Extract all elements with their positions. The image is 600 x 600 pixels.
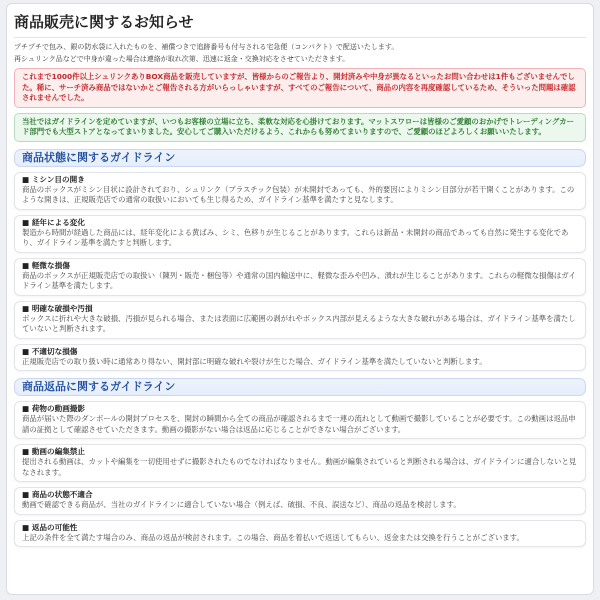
- guideline-card: [14, 520, 586, 548]
- card-title: ■ 明確な破損や汚損: [22, 303, 93, 313]
- guideline-card: [14, 487, 586, 515]
- card-text: 製造から時間が経過した商品には、経年変化による黄ばみ、シミ、色移りが生じることがあります。これらは新品・未開封の商品であっても自然に発生する変化であり、ガイドライン基準を満たすと判断します。: [22, 227, 569, 247]
- card-text: 商品が届いた際のダンボールの開封プロセスを、開封の瞬間から全ての商品が確認されるまで一連の流れとして動画で撮影していることが必要です。この動画は返品申請の証拠として確認させていただきます。動画の撮影がない場合は返品に応じることができない場合がございます。: [22, 414, 576, 434]
- card-text: 上記の条件を全て満たす場合のみ、商品の返品が検討されます。この場合、商品を着払いで返送してもらい、返金または交換を行うことがございます。: [22, 532, 524, 542]
- intro-line: プチプチで包み、銀の防水袋に入れたものを、補償つきで追跡番号も付与される宅急便（コンパクト）で配送いたします。: [14, 43, 399, 51]
- warning-notice: これまで1000件以上シュリンクありBOX商品を販売していますが、皆様からのご報告より、開封済みや中身が異なるといったお問い合わせは1件もございませんでした。稀に、サーチ済み商品ではないかとご報告される方がいらっしゃいますが、すべてのご報告について、商品の内容を再度確認しているため、そういった問題は確認されませんでした。: [14, 68, 586, 108]
- info-notice: 当社ではガイドラインを定めていますが、いつもお客様の立場に立ち、柔軟な対応を心掛けております。マットスワローは皆様のご愛顧のおかげでトレーディングカード部門でも大型ストアとなってまいりました。安心してご購入いただけるよう、これからも努めてまいりますので、ご愛顧のほどよろしくお願いいたします。: [14, 113, 586, 142]
- guideline-card: [14, 215, 586, 253]
- page-container: [6, 3, 594, 595]
- card-title: ■ ミシン目の開き: [22, 174, 85, 184]
- card-text: 商品のボックスがミシン目状に設計されており、シュリンク（プラスチック包装）が未開封であっても、外的要因によりミシン目部分が若干開くことがあります。このような開きは、正規販売店での通常の取扱いにおいても生じ得るため、ガイドライン基準を満たすと見なします。: [22, 184, 575, 204]
- guideline-card: [14, 172, 586, 210]
- card-text: 提出される動画は、カットや編集を一切使用せずに撮影されたものでなければなりません。動画が編集されていると判断される場合は、ガイドラインに適合しないと見なされます。: [22, 457, 577, 477]
- guideline-card: [14, 444, 586, 482]
- intro-text: [14, 41, 586, 65]
- guideline-card: [14, 401, 586, 439]
- card-title: ■ 軽微な損傷: [22, 260, 70, 270]
- card-title: ■ 経年による変化: [22, 217, 85, 227]
- section-heading-condition-guidelines: 商品状態に関するガイドライン: [14, 149, 586, 167]
- card-text: 正規販売店での取り扱い時に通常あり得ない、開封部に明確な破れや裂けが生じた場合、ガイドライン基準を満たしていないと判断します。: [22, 356, 487, 366]
- guideline-card: [14, 344, 586, 372]
- card-text: 商品のボックスが正規販売店での取扱い（陳列・販売・梱包等）や通常の国内輸送中に、軽微な歪みや凹み、潰れが生じることがあります。これらの軽微な損傷はガイドライン基準を満たします。: [22, 270, 576, 290]
- guideline-card: [14, 301, 586, 339]
- intro-line: 再シュリンク品などで中身が違った場合は連絡が取れ次第、迅速に返金・交換対応をさせていただきます。: [14, 55, 350, 63]
- guideline-card: [14, 258, 586, 296]
- card-title: ■ 商品の状態不適合: [22, 490, 93, 499]
- card-title: ■ 動画の編集禁止: [22, 447, 85, 456]
- card-text: ボックスに折れや大きな破損、汚損が見られる場合、または表面に広範囲の剥がれやボックス内部が見えるような大きな破れがある場合は、ガイドライン基準を満たしていないと判断されます。: [22, 313, 576, 333]
- section-heading-return-guidelines: 商品返品に関するガイドライン: [14, 378, 586, 396]
- card-title: ■ 荷物の動画撮影: [22, 404, 85, 413]
- card-title: ■ 返品の可能性: [22, 522, 78, 532]
- card-text: 動画で確認できる商品が、当社のガイドラインに適合していない場合（例えば、破損、不良、誤送など）、商品の返品を検討します。: [22, 500, 461, 509]
- card-title: ■ 不適切な損傷: [22, 346, 78, 356]
- page-title: 商品販売に関するお知らせ: [14, 4, 586, 38]
